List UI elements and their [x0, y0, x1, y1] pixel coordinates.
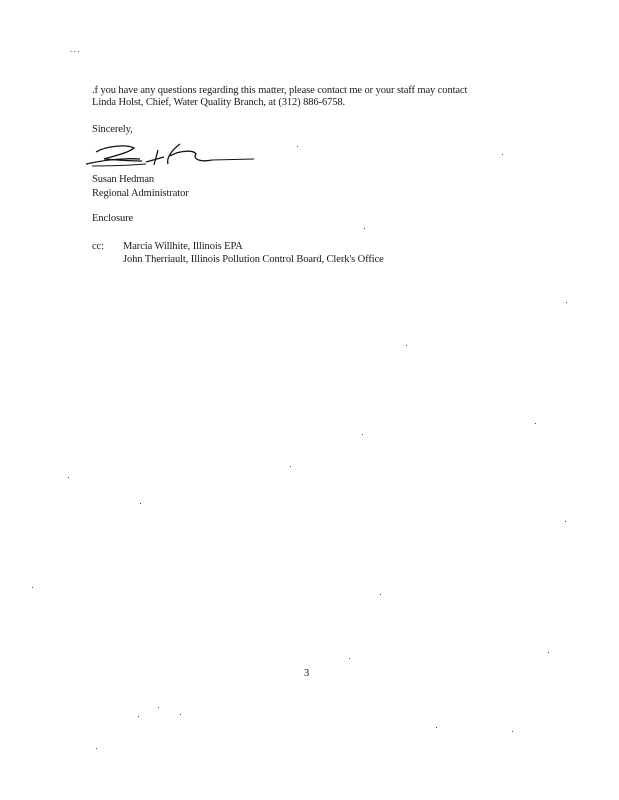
- scan-speck: [290, 466, 291, 467]
- page-number: 3: [304, 668, 310, 679]
- scan-speck: [140, 503, 141, 504]
- scan-speck: [96, 748, 97, 749]
- signature-image: [84, 140, 256, 170]
- signer-name: Susan Hedman: [92, 174, 155, 185]
- cc-label: cc:: [92, 241, 104, 252]
- closing: Sincerely,: [92, 124, 133, 135]
- scan-speck: [349, 658, 350, 659]
- scan-speck: [406, 345, 407, 346]
- scan-speck: [364, 228, 365, 229]
- cc-recipient: John Therriault, Illinois Pollution Control Board, Clerk's Office: [123, 254, 384, 265]
- scan-speck: [158, 707, 159, 708]
- scan-speck: [380, 594, 381, 595]
- signer-title: Regional Administrator: [92, 188, 189, 199]
- enclosure-note: Enclosure: [92, 213, 134, 224]
- corner-mark: . . .: [70, 45, 80, 54]
- scan-speck: [180, 714, 181, 715]
- scan-speck: [548, 652, 549, 653]
- scan-speck: [362, 434, 363, 435]
- scan-speck: [512, 731, 513, 732]
- scan-speck: [565, 521, 566, 522]
- scan-speck: [436, 727, 437, 728]
- scan-speck: [138, 716, 139, 717]
- scan-speck: [68, 477, 69, 478]
- scan-speck: [32, 587, 33, 588]
- paragraph-line-1: .f you have any questions regarding this matter, please contact me or your staff may contact: [92, 85, 468, 96]
- scan-speck: [297, 146, 298, 147]
- cc-recipient: Marcia Willhite, Illinois EPA: [123, 241, 243, 252]
- scan-speck: [502, 154, 503, 155]
- scan-speck: [535, 423, 536, 424]
- paragraph-line-2: Linda Holst, Chief, Water Quality Branch, at (312) 886-6758.: [92, 97, 346, 108]
- scan-speck: [566, 302, 567, 303]
